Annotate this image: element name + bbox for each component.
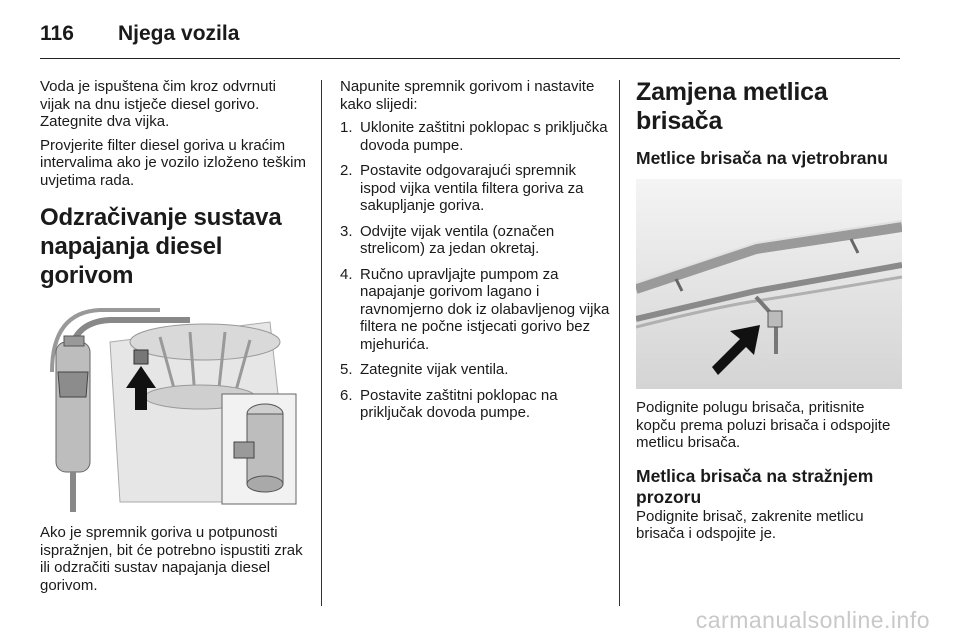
subheading-windscreen-wipers: Metlice brisača na vjetrobranu	[636, 148, 888, 168]
column-divider-1	[321, 80, 322, 606]
subheading-rear-wiper: Metlica brisača na stražnjem prozoru	[636, 465, 874, 507]
fuel-filter-drawing	[40, 302, 304, 512]
paragraph-filter-check: Provjerite filter diesel goriva u kraćim intervalima ako je vozilo izloženo teškim uvjetima rada.	[40, 136, 306, 189]
list-item: 3. Odvijte vijak ventila (označen strelicom) za jedan okretaj.	[340, 222, 555, 257]
fuel-filter-illustration	[40, 302, 304, 512]
list-item: 2. Postavite odgovarajući spremnik ispod vijka ventila filtera goriva za sakupljanje goriva.	[340, 162, 584, 214]
section-title: Njega vozila	[118, 22, 240, 45]
paragraph-windscreen-wiper-removal: Podignite polugu brisača, pritisnite kopču prema poluzi brisača i odspojite metlicu brisača.	[636, 399, 891, 451]
column-middle	[340, 78, 610, 430]
list-item: 1. Uklonite zaštitni poklopac s priključka dovoda pumpe.	[340, 119, 608, 154]
paragraph-procedure-intro: Napunite spremnik gorivom i nastavite kako slijedi:	[340, 78, 595, 113]
heading-wiper-replacement: Zamjena metlica brisača	[636, 78, 828, 135]
paragraph-rear-wiper-removal: Podignite brisač, zakrenite metlicu brisača i odspojite je.	[636, 507, 864, 542]
list-item: 4. Ručno upravljajte pumpom za napajanje gorivom lagano i ravnomjerno dok iz olabavljenog vijka filtera ne počne istjecati gorivo bez mjehurića.	[340, 265, 610, 353]
procedure-steps	[340, 119, 610, 422]
wiper-illustration	[636, 179, 902, 389]
column-left	[40, 78, 306, 600]
heading-bleeding-diesel: Odzračivanje sustava napajanja diesel gorivom	[40, 204, 282, 289]
wiper-drawing	[636, 179, 902, 389]
list-item: 5. Zategnite vijak ventila.	[340, 361, 509, 378]
paragraph-water-drain: Voda je ispuštena čim kroz odvrnuti vijak na dnu istječe diesel gorivo. Zategnite dva vijka.	[40, 78, 276, 130]
column-right	[636, 78, 906, 549]
list-item: 6. Postavite zaštitni poklopac na priključak dovoda pumpe.	[340, 386, 558, 421]
page-number: 116	[40, 22, 74, 45]
watermark: carmanualsonline.info	[695, 607, 930, 633]
column-divider-2	[619, 80, 620, 606]
page-header	[40, 18, 900, 59]
paragraph-empty-tank: Ako je spremnik goriva u potpunosti ispražnjen, bit će potrebno ispustiti zrak ili odzračiti sustav napajanja diesel gorivom.	[40, 524, 303, 594]
